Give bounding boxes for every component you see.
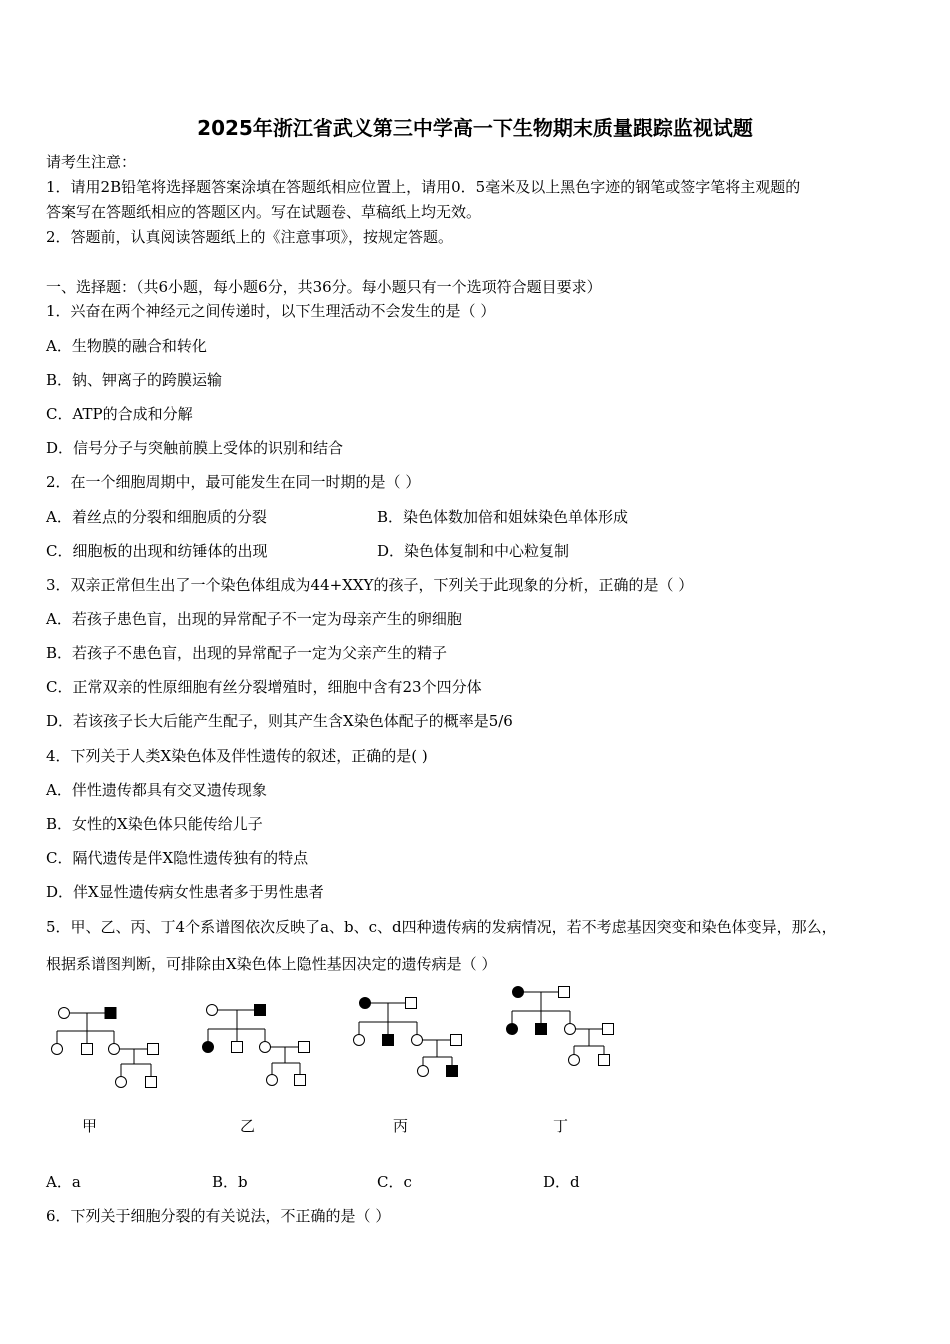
pedigree-jia	[52, 1008, 159, 1088]
q5-option-d: D．d	[543, 1173, 580, 1191]
q3-stem: 3．双亲正常但生出了一个染色体组成为44+XXY的孩子，下列关于此现象的分析，正确的是（ ）	[46, 576, 694, 594]
section-heading: 一、选择题：（共6小题，每小题6分，共36分。每小题只有一个选项符合题目要求）	[46, 278, 602, 296]
q3-option-b: B．若孩子不患色盲，出现的异常配子一定为父亲产生的精子	[46, 644, 448, 662]
q5-option-b: B．b	[212, 1173, 248, 1191]
q3-option-d: D．若该孩子长大后能产生配子，则其产生含X染色体配子的概率是5/6	[46, 712, 513, 730]
notice-item-1-line-2: 答案写在答题纸相应的答题区内。写在试题卷、草稿纸上均无效。	[46, 203, 482, 221]
q1-option-c: C．ATP的合成和分解	[46, 405, 193, 423]
q5-stem-line-1: 5．甲、乙、丙、丁4个系谱图依次反映了a、b、c、d四种遗传病的发病情况，若不考虑基因突变和染色体变异，那么，	[46, 918, 837, 936]
notice-heading: 请考生注意：	[46, 153, 137, 171]
q2-option-d: D．染色体复制和中心粒复制	[377, 542, 570, 560]
q4-option-c: C．隔代遗传是伴X隐性遗传独有的特点	[46, 849, 309, 867]
pedigree-bing	[354, 998, 462, 1077]
notice-item-1-line-1: 1．请用2B铅笔将选择题答案涂填在答题纸相应位置上，请用0．5毫米及以上黑色字迹的钢笔或签字笔将主观题的	[46, 178, 801, 196]
page-title: 2025年浙江省武义第三中学高一下生物期末质量跟踪监视试题	[197, 116, 753, 140]
q1-stem: 1．兴奋在两个神经元之间传递时，以下生理活动不会发生的是（ ）	[46, 302, 496, 320]
q5-option-c: C．c	[377, 1173, 412, 1191]
q2-option-a: A．着丝点的分裂和细胞质的分裂	[46, 508, 267, 526]
q2-stem: 2．在一个细胞周期中，最可能发生在同一时期的是（ ）	[46, 473, 421, 491]
q1-option-d: D．信号分子与突触前膜上受体的识别和结合	[46, 439, 344, 457]
q4-option-d: D．伴X显性遗传病女性患者多于男性患者	[46, 883, 324, 901]
pedigree-label-yi: 乙	[240, 1117, 256, 1135]
pedigree-label-jia: 甲	[82, 1117, 98, 1135]
q5-stem-line-2: 根据系谱图判断，可排除由X染色体上隐性基因决定的遗传病是（ ）	[46, 955, 497, 973]
q4-stem: 4．下列关于人类X染色体及伴性遗传的叙述，正确的是( )	[46, 747, 428, 765]
q4-option-b: B．女性的X染色体只能传给儿子	[46, 815, 263, 833]
pedigree-label-ding: 丁	[553, 1117, 569, 1135]
q2-option-c: C．细胞板的出现和纺锤体的出现	[46, 542, 268, 560]
q4-option-a: A．伴性遗传都具有交叉遗传现象	[46, 781, 267, 799]
q6-stem: 6．下列关于细胞分裂的有关说法，不正确的是（ ）	[46, 1207, 391, 1225]
pedigree-yi	[203, 1005, 310, 1086]
q3-option-c: C．正常双亲的性原细胞有丝分裂增殖时，细胞中含有23个四分体	[46, 678, 482, 696]
q1-option-b: B．钠、钾离子的跨膜运输	[46, 371, 223, 389]
pedigree-ding	[507, 987, 614, 1066]
q3-option-a: A．若孩子患色盲，出现的异常配子不一定为母亲产生的卵细胞	[46, 610, 462, 628]
notice-item-2: 2．答题前，认真阅读答题纸上的《注意事项》，按规定答题。	[46, 228, 454, 246]
pedigree-label-bing: 丙	[393, 1117, 409, 1135]
q5-option-a: A．a	[46, 1173, 81, 1191]
q2-option-b: B．染色体数加倍和姐妹染色单体形成	[377, 508, 629, 526]
q1-option-a: A．生物膜的融合和转化	[46, 337, 207, 355]
